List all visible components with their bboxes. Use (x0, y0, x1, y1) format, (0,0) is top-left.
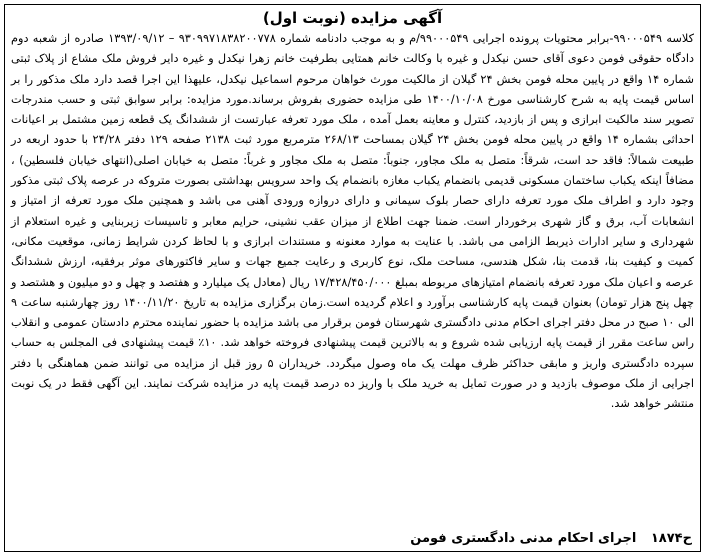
notice-footer (410, 529, 692, 549)
notice-title: آگهی مزایده (نوبت اول) (262, 9, 443, 27)
notice-frame (4, 4, 701, 552)
notice-code: ح۱۸۷۴ (650, 531, 692, 546)
notice-body: کلاسه ۹۹۰۰۰۵۴۹-برابر محتویات پرونده اجرایی ۹۹۰۰۰۵۴۹/م و به موجب دادنامه شماره ۹۳۰۹۹۷۱۸۳۸۲۰۰۷۷۸ – ۱۳۹۳/۰۹/۱۲ صادره از شعبه دوم دادگاه حقوقی فومن دعوی آقای حسن نیکدل و غیره با وکالت خانم همتایی بطرفیت خانم زهرا نیکدل و غیره دایر فروش ملک مشاع از پلاک ثبتی شماره ۱۴ واقع در پایین محله فومن بخش ۲۴ گیلان از مالکیت مورث خواهان مرحوم اسماعیل نیکدل، علیهذا این اجرا قصد دارد ملک مذکور را بر اساس قیمت پایه به شرح کارشناسی مورخ ۱۴۰۰/۱۰/۰۸ طی مزایده حضوری بفروش برساند.مورد مزایده: برابر سوابق ثبتی و حسب مندرجات تصویر سند مالکیت ابرازی و پس از بازدید، کنترل و معاینه بعمل آمده ، ملک مورد تعرفه عبارتست از ششدانگ یک قطعه زمین مشتمل بر اعیانات احداثی بشماره ۱۴ واقع در پایین محله فومن بخش ۲۴ گیلان بمساحت ۲۶۸/۱۳ مترمربع مورد ثبت ۲۱۳۸ صفحه ۱۲۹ دفتر ۲۴/۲۸ با حدود اربعه در طبیعت شمالاً: فاقد حد است، شرقاً: متصل به ملک مجاور، جنوباً: متصل به ملک مجاور و غرباً: متصل به خیابان اصلی(انتهای خیابان فلسطین) ، مضافاً اینکه یکباب ساختمان مسکونی قدیمی بانضمام یکباب مغازه بانضمام یک واحد سرویس بهداشتی بصورت متروکه در عرصه پلاک ثبتی مذکور وجود دارد و اطراف ملک مورد تعرفه دارای حصار بلوک سیمانی و دارای دروازه ورودی آهنی می باشد و همچنین ملک مورد تعرفه از امتیاز و انشعابات آب، برق و گاز شهری برخوردار است. ضمنا جهت اطلاع از میزان عقب نشینی، حرایم معابر و تاسیسات زیربنایی و غیره استعلام از شهرداری و سایر ادارات ذیربط الزامی می باشد. با عنایت به موارد معنونه و مستندات ابرازی و با لحاظ کردن شرایط زمانی، موقعیت مکانی، کمیت و کیفیت بنا، قدمت بنا، شکل هندسی، مساحت ملک، نوع کاربری و رعایت جمیع جهات و سایر فاکتورهای موثر برفقیه، ارزش ششدانگ عرصه و اعیان ملک مورد تعرفه بانضمام امتیازهای مربوطه بمبلغ ۱۷/۴۲۸/۴۵۰/۰۰۰ ریال (معادل یک میلیارد و هفتصد و چهل و دو میلیون و هشتصد و چهل پنج هزار تومان) بعنوان قیمت پایه کارشناسی برآورد و اعلام گردیده است.زمان برگزاری مزایده به تاریخ ۱۴۰۰/۱۱/۲۰ روز چهارشنبه ساعت ۹ الی ۱۰ صبح در محل دفتر اجرای احکام مدنی دادگستری شهرستان فومن برقرار می باشد مزایده با حضور نماینده محترم دادستان عمومی و انقلاب راس ساعت مقرر از قیمت پایه ارزیابی شده شروع و به بالاترین قیمت پیشنهادی فروخته خواهد شد. ۱۰٪ قیمت پیشنهادی فی المجلس به حساب سپرده دادگستری واریز و مابقی حداکثر ظرف مهلت یک ماه وصول میگردد. خریداران ۵ روز قبل از مزایده می توانند ضمن هماهنگی با دفتر اجرایی از ملک موصوف بازدید و در صورت تمایل به خرید ملک با واریز ده درصد قیمت پایه در مزایده شرکت نمایند. این آگهی فقط در یک نوبت منتشر خواهد شد. (11, 32, 695, 411)
notice-signature: اجرای احکام مدنی دادگستری فومن (410, 531, 637, 546)
